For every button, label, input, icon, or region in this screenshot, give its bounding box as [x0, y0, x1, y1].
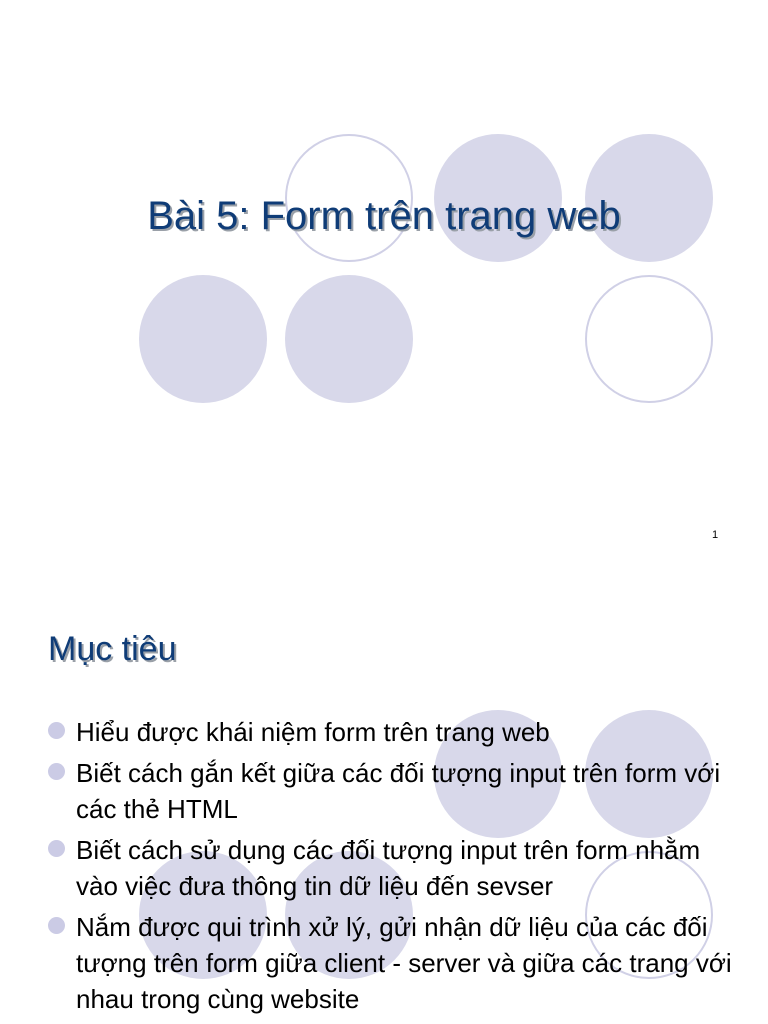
bullet-text: Biết cách sử dụng các đối tượng input trên form nhằm vào việc đưa thông tin dữ liệu đến sevser	[76, 835, 701, 901]
slide-heading: Mục tiêu	[48, 630, 177, 668]
slide-number: 1	[712, 529, 719, 541]
list-item	[46, 832, 746, 904]
list-item	[46, 755, 746, 827]
bullet-dot-icon	[48, 763, 65, 780]
decor-circle-outline	[586, 276, 712, 402]
bullet-dot-icon	[48, 917, 65, 934]
bullet-text: Biết cách gắn kết giữa các đối tượng input trên form với các thẻ HTML	[76, 758, 721, 824]
decor-circle-filled	[139, 275, 267, 403]
objectives-slide	[0, 560, 768, 1024]
list-item	[46, 909, 746, 1017]
decor-circle-filled	[285, 275, 413, 403]
slide-title: Bài 5: Form trên trang web	[147, 194, 621, 238]
objectives-list	[46, 714, 746, 1022]
list-item	[46, 714, 746, 750]
bullet-dot-icon	[48, 840, 65, 857]
bullet-text: Hiểu được khái niệm form trên trang web	[76, 717, 550, 747]
bullet-dot-icon	[48, 722, 65, 739]
bullet-text: Nắm được qui trình xử lý, gửi nhận dữ liệu của các đối tượng trên form giữa client - server và giữa các trang với nhau trong cùng website	[76, 912, 732, 1014]
